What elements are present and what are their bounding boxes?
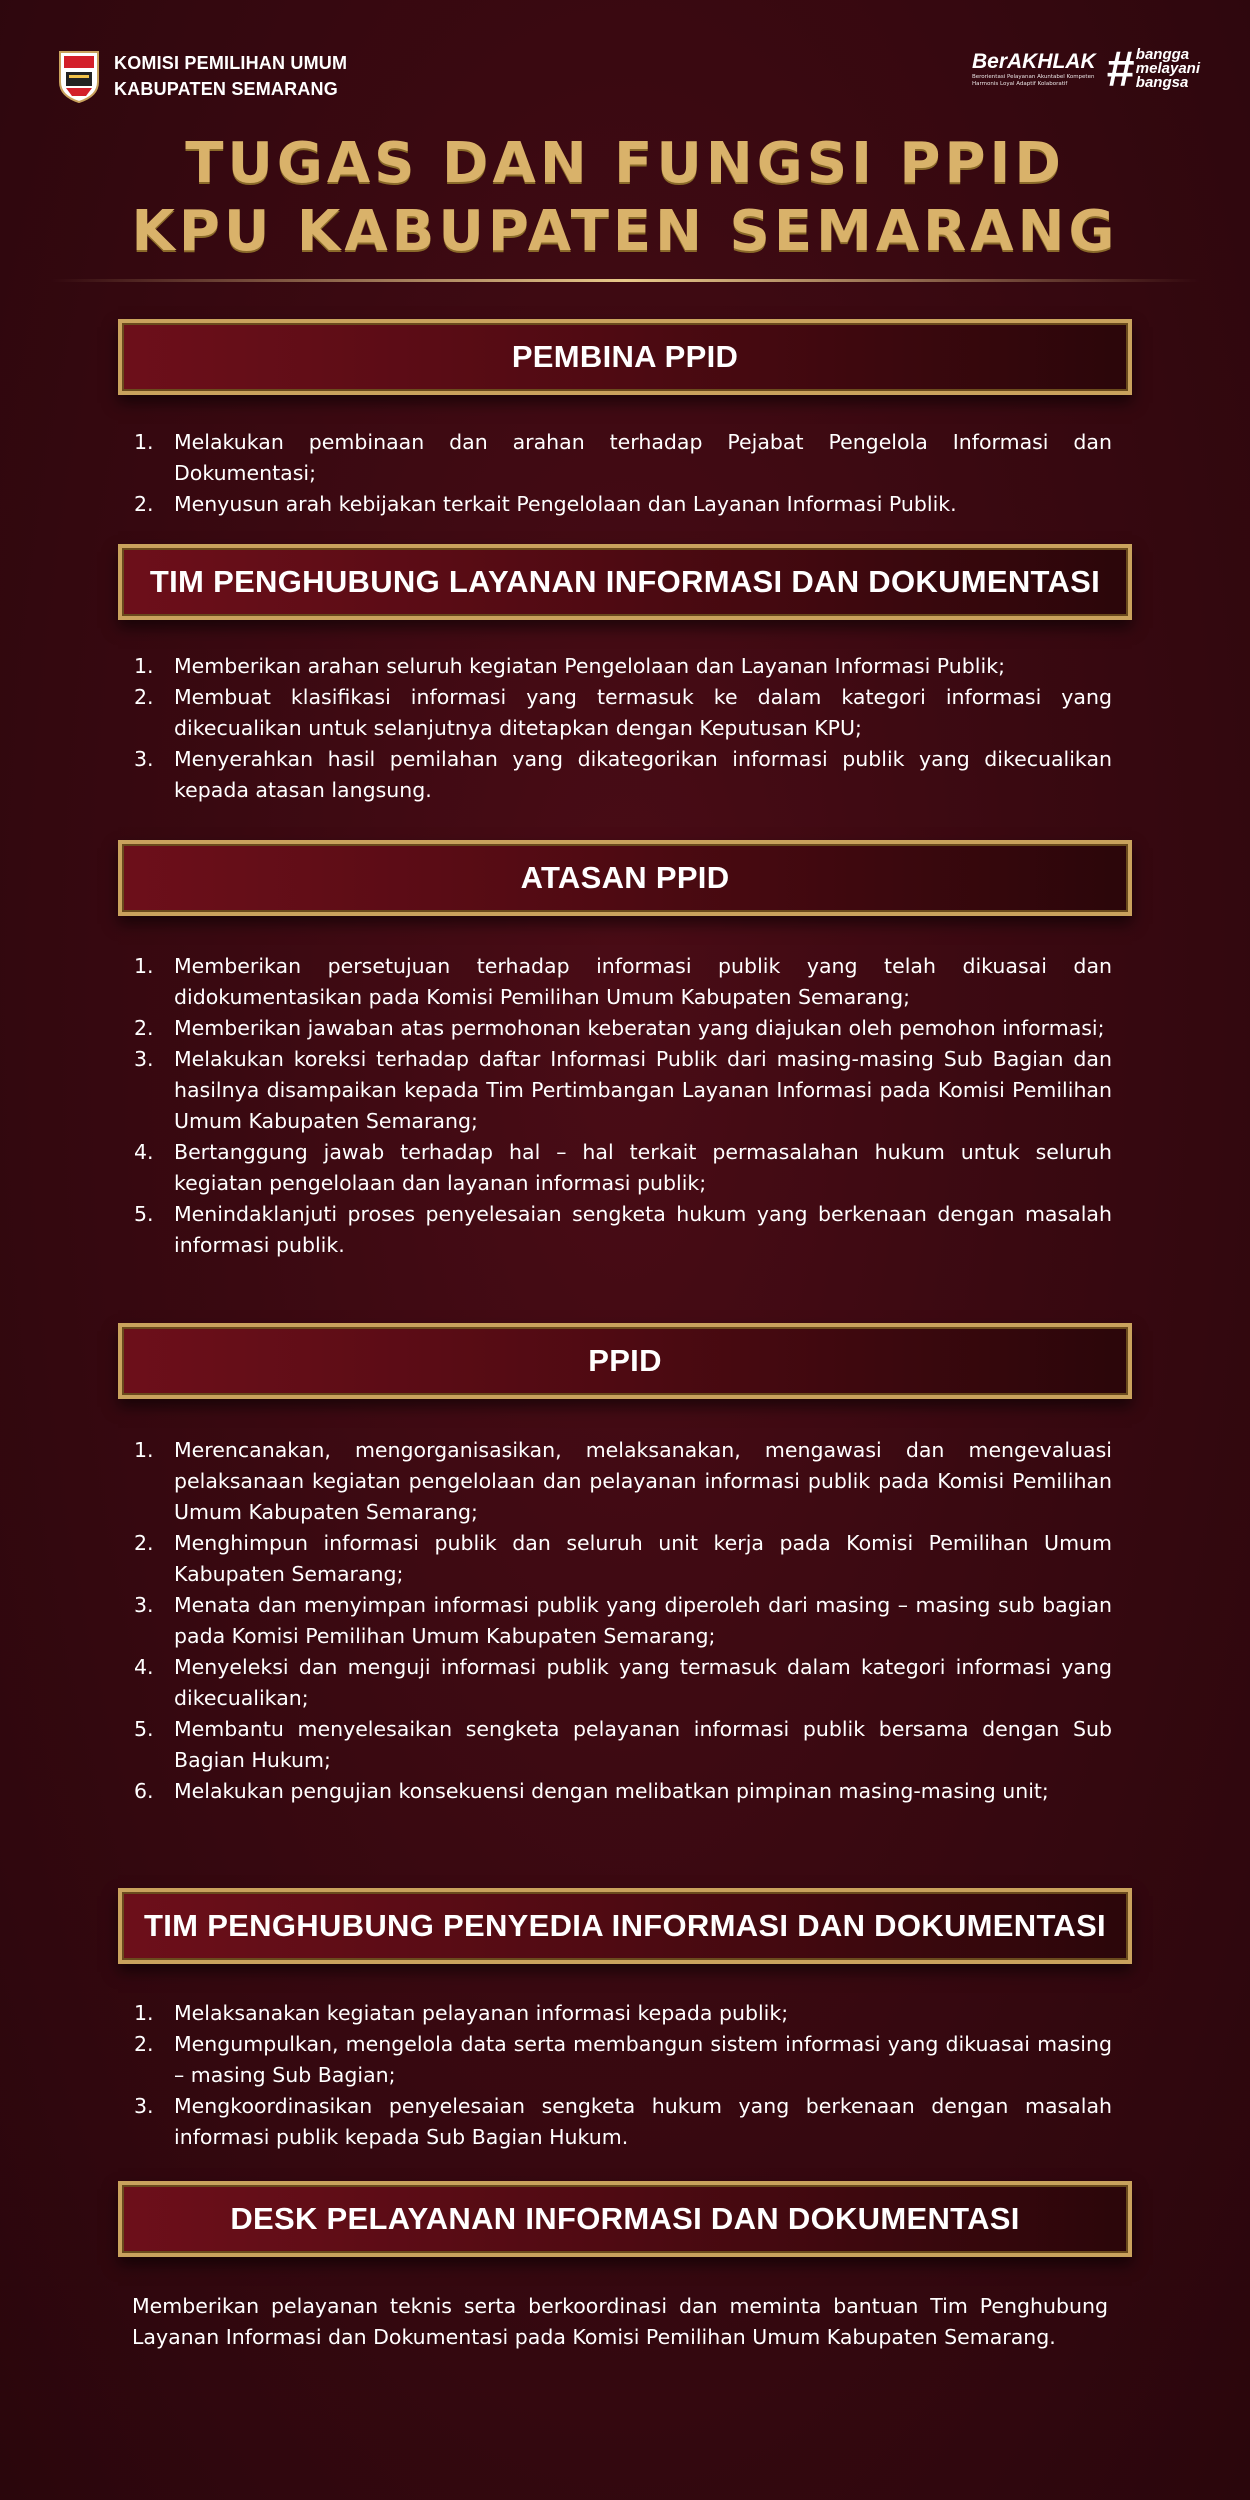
section-list-atasan-ppid — [134, 951, 1112, 1261]
section-banner-tim-penghubung-penyedia — [118, 1888, 1132, 1964]
section-heading: ATASAN PPID — [520, 860, 730, 895]
item-text: Membuat klasifikasi informasi yang termasuk ke dalam kategori informasi yang dikecualikan untuk selanjutnya ditetapkan dengan Keputusan KPU; — [174, 685, 1112, 740]
list-item — [134, 2091, 1112, 2153]
item-text: Menata dan menyimpan informasi publik yang diperoleh dari masing – masing sub bagian pada Komisi Pemilihan Umum Kabupaten Semarang; — [174, 1593, 1112, 1648]
list-item — [134, 1776, 1112, 1807]
kpu-logo-icon — [56, 48, 102, 104]
list-item — [134, 651, 1112, 682]
list-item — [134, 951, 1112, 1013]
bangga-melayani-bangsa — [1136, 48, 1200, 90]
item-text: Membantu menyelesaikan sengketa pelayanan informasi publik bersama dengan Sub Bagian Hukum; — [174, 1717, 1112, 1772]
list-item — [134, 1998, 1112, 2029]
item-number: 3. — [134, 747, 154, 771]
section-heading: PEMBINA PPID — [511, 339, 739, 374]
item-number: 2. — [134, 2032, 154, 2056]
section-list-tim-penghubung-layanan — [134, 651, 1112, 806]
item-number: 2. — [134, 492, 154, 516]
item-number: 3. — [134, 1047, 154, 1071]
berakhlak-subtitle: Berorientasi Pelayanan Akuntabel Kompeten Harmonis Loyal Adaptif Kolaboratif — [971, 74, 1095, 87]
hashtag-icon: # — [1105, 41, 1134, 97]
title-divider — [50, 279, 1200, 282]
item-number: 2. — [134, 1016, 154, 1040]
item-text: Mengumpulkan, mengelola data serta membangun sistem informasi yang dikuasai masing – masing Sub Bagian; — [174, 2032, 1112, 2087]
list-item — [134, 1199, 1112, 1261]
list-item — [134, 1137, 1112, 1199]
list-item — [134, 744, 1112, 806]
list-item — [134, 1590, 1112, 1652]
section-list-tim-penghubung-penyedia — [134, 1998, 1112, 2153]
item-number: 2. — [134, 685, 154, 709]
item-number: 1. — [134, 1438, 154, 1462]
section-heading: PPID — [588, 1343, 662, 1378]
list-item — [134, 682, 1112, 744]
section-heading: TIM PENGHUBUNG PENYEDIA INFORMASI DAN DOKUMENTASI — [144, 1908, 1106, 1943]
item-number: 6. — [134, 1779, 154, 1803]
item-number: 1. — [134, 954, 154, 978]
title-line1: TUGAS DAN FUNGSI PPID — [185, 131, 1065, 196]
item-text: Bertanggung jawab terhadap hal – hal terkait permasalahan hukum untuk seluruh kegiatan pengelolaan dan layanan informasi publik; — [174, 1140, 1112, 1195]
kpu-header — [56, 48, 347, 104]
item-text: Melakukan pembinaan dan arahan terhadap Pejabat Pengelola Informasi dan Dokumentasi; — [174, 430, 1112, 485]
section-paragraph-desk-pelayanan: Memberikan pelayanan teknis serta berkoordinasi dan meminta bantuan Tim Penghubung Layanan Informasi dan Dokumentasi pada Komisi Pemilihan Umum Kabupaten Semarang. — [132, 2294, 1108, 2349]
item-number: 2. — [134, 1531, 154, 1555]
bmb-line3: bangsa — [1135, 74, 1189, 91]
section-banner-atasan-ppid — [118, 840, 1132, 916]
item-number: 4. — [134, 1140, 154, 1164]
item-text: Merencanakan, mengorganisasikan, melaksanakan, mengawasi dan mengevaluasi pelaksanaan kegiatan pengelolaan dan pelayanan informasi publik pada Komisi Pemilihan Umum Kabupaten Semarang; — [174, 1438, 1112, 1524]
list-item — [134, 2029, 1112, 2091]
section-banner-desk-pelayanan — [118, 2181, 1132, 2257]
list-item — [134, 1714, 1112, 1776]
list-item — [134, 1652, 1112, 1714]
title-line2: KPU KABUPATEN SEMARANG — [131, 199, 1119, 264]
item-number: 4. — [134, 1655, 154, 1679]
bmb-line2: melayani — [1135, 60, 1200, 77]
list-item — [134, 1013, 1112, 1044]
org-name-line1: KOMISI PEMILIHAN UMUM — [114, 53, 348, 73]
item-number: 3. — [134, 1593, 154, 1617]
item-text: Melakukan pengujian konsekuensi dengan melibatkan pimpinan masing-masing unit; — [174, 1779, 1049, 1803]
item-text: Menghimpun informasi publik dan seluruh unit kerja pada Komisi Pemilihan Umum Kabupaten Semarang; — [174, 1531, 1112, 1586]
list-item — [134, 489, 1112, 520]
berakhlak-logo — [971, 41, 1200, 97]
section-banner-pembina-ppid — [118, 319, 1132, 395]
list-item — [134, 1528, 1112, 1590]
bmb-line1: bangga — [1135, 46, 1190, 63]
section-list-ppid — [134, 1435, 1112, 1807]
item-number: 5. — [134, 1717, 154, 1741]
berakhlak-wordmark: BerAKHLAK — [971, 50, 1096, 73]
list-item — [134, 1435, 1112, 1528]
item-text: Memberikan persetujuan terhadap informasi publik yang telah dikuasai dan didokumentasikan pada Komisi Pemilihan Umum Kabupaten Semarang; — [174, 954, 1112, 1009]
item-number: 1. — [134, 654, 154, 678]
item-number: 1. — [134, 2001, 154, 2025]
item-number: 5. — [134, 1202, 154, 1226]
item-text: Menindaklanjuti proses penyelesaian sengketa hukum yang berkenaan dengan masalah informasi publik. — [174, 1202, 1112, 1257]
item-text: Menyerahkan hasil pemilahan yang dikategorikan informasi publik yang dikecualikan kepada atasan langsung. — [174, 747, 1112, 802]
item-number: 1. — [134, 430, 154, 454]
item-text: Memberikan jawaban atas permohonan keberatan yang diajukan oleh pemohon informasi; — [174, 1016, 1105, 1040]
section-heading: TIM PENGHUBUNG LAYANAN INFORMASI DAN DOKUMENTASI — [149, 564, 1101, 599]
item-text: Melakukan koreksi terhadap daftar Informasi Publik dari masing-masing Sub Bagian dan hasilnya disampaikan kepada Tim Pertimbangan Layanan Informasi pada Komisi Pemilihan Umum Kabupaten Semarang; — [174, 1047, 1112, 1133]
org-name-line2: KABUPATEN SEMARANG — [114, 79, 338, 99]
list-item — [134, 1044, 1112, 1137]
section-banner-ppid — [118, 1323, 1132, 1399]
section-heading: DESK PELAYANAN INFORMASI DAN DOKUMENTASI — [230, 2201, 1020, 2236]
section-banner-tim-penghubung-layanan — [118, 544, 1132, 620]
list-item — [134, 427, 1112, 489]
item-number: 3. — [134, 2094, 154, 2118]
item-text: Melaksanakan kegiatan pelayanan informasi kepada publik; — [174, 2001, 789, 2025]
page-title — [0, 130, 1250, 266]
item-text: Menyusun arah kebijakan terkait Pengelolaan dan Layanan Informasi Publik. — [174, 492, 957, 516]
item-text: Menyeleksi dan menguji informasi publik yang termasuk dalam kategori informasi yang dikecualikan; — [174, 1655, 1112, 1710]
item-text: Mengkoordinasikan penyelesaian sengketa hukum yang berkenaan dengan masalah informasi publik kepada Sub Bagian Hukum. — [174, 2094, 1112, 2149]
section-list-pembina-ppid — [134, 427, 1112, 520]
item-text: Memberikan arahan seluruh kegiatan Pengelolaan dan Layanan Informasi Publik; — [174, 654, 1005, 678]
